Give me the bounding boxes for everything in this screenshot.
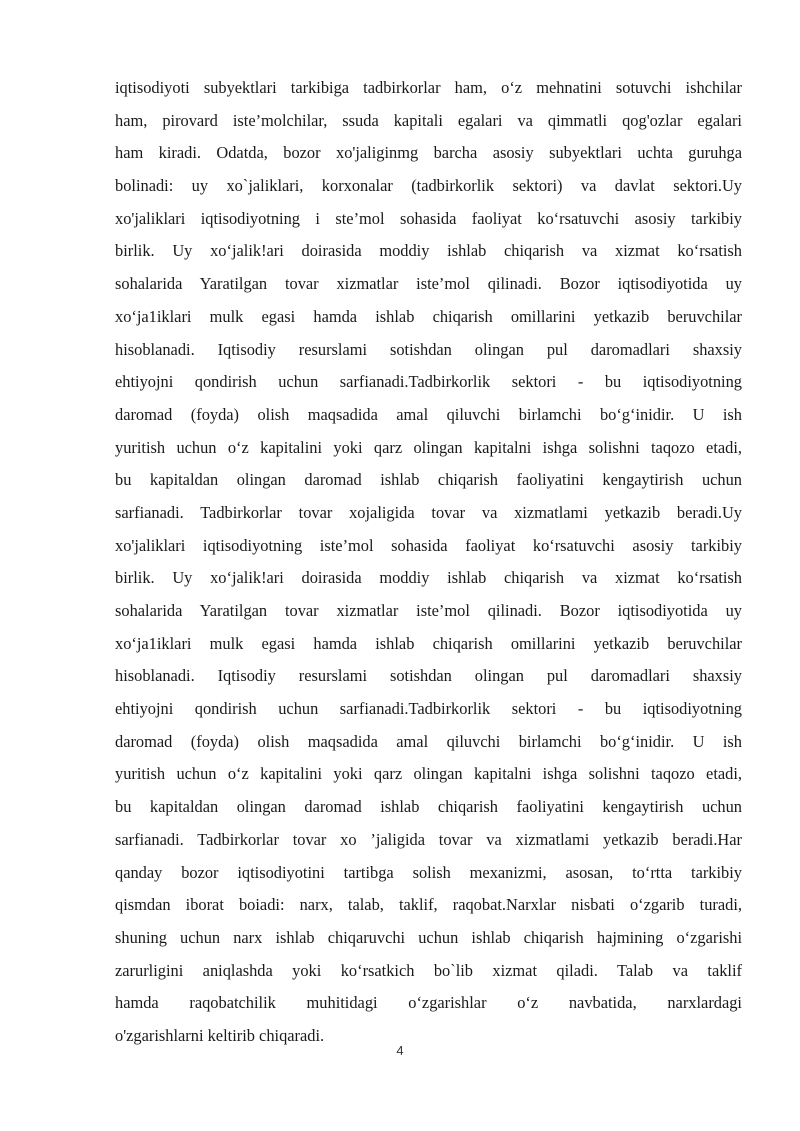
text-line: daromad (foyda) olish maqsadida amal qiluvchi birlamchi bo‘g‘inidir. U ish [115,731,742,751]
text-line: bolinadi: uy xo`jaliklari, korxonalar (tadbirkorlik sektori) va davlat sektori.Uy [115,176,742,196]
text-line: hisoblanadi. Iqtisodiy resurslami sotishdan olingan pul daromadlari shaxsiy [115,339,742,359]
page-number: 4 [396,1043,404,1058]
text-line: yuritish uchun o‘z kapitalini yoki qarz olingan kapitalni ishga solishni taqozo etadi, [115,764,742,784]
text-line: yuritish uchun o‘z kapitalini yoki qarz olingan kapitalni ishga solishni taqozo etadi, [115,437,742,457]
text-line: hamda raqobatchilik muhitidagi o‘zgarishlar o‘z navbatida, narxlardagi [115,993,742,1013]
text-line: ham, pirovard iste’molchilar, ssuda kapitali egalari va qimmatli qog'ozlar egalari [115,110,742,130]
text-line: ham kiradi. Odatda, bozor xo'jaliginmg barcha asosiy subyektlari uchta guruhga [115,143,742,163]
text-line: hisoblanadi. Iqtisodiy resurslami sotishdan olingan pul daromadlari shaxsiy [115,666,742,686]
text-line: bu kapitaldan olingan daromad ishlab chiqarish faoliyatini kengaytirish uchun [115,470,742,490]
body-text [115,72,742,1053]
text-line: xo‘ja1iklari mulk egasi hamda ishlab chiqarish omillarini yetkazib beruvchilar [115,633,742,653]
text-line: qanday bozor iqtisodiyotini tartibga solish mexanizmi, asosan, to‘rtta tarkibiy [115,862,742,882]
text-line: xo‘ja1iklari mulk egasi hamda ishlab chiqarish omillarini yetkazib beruvchilar [115,306,742,326]
text-line: sarfianadi. Tadbirkorlar tovar xo ’jaligida tovar va xizmatlami yetkazib beradi.Har [115,829,742,849]
text-line: sarfianadi. Tadbirkorlar tovar xojaligida tovar va xizmatlami yetkazib beradi.Uy [115,502,742,522]
text-line: shuning uchun narx ishlab chiqaruvchi uchun ishlab chiqarish hajmining o‘zgarishi [115,927,742,947]
text-line: birlik. Uy xo‘jalik!ari doirasida moddiy ishlab chiqarish va xizmat ko‘rsatish [115,241,742,261]
text-line: ehtiyojni qondirish uchun sarfianadi.Tadbirkorlik sektori - bu iqtisodiyotning [115,372,742,392]
text-line: sohalarida Yaratilgan tovar xizmatlar iste’mol qilinadi. Bozor iqtisodiyotida uy [115,274,742,294]
text-line: birlik. Uy xo‘jalik!ari doirasida moddiy ishlab chiqarish va xizmat ko‘rsatish [115,568,742,588]
text-line: daromad (foyda) olish maqsadida amal qiluvchi birlamchi bo‘g‘inidir. U ish [115,404,742,424]
text-line: xo'jaliklari iqtisodiyotning iste’mol sohasida faoliyat ko‘rsatuvchi asosiy tarkibiy [115,535,742,555]
text-line: o'zgarishlarni keltirib chiqaradi. [115,1025,325,1045]
text-line: bu kapitaldan olingan daromad ishlab chiqarish faoliyatini kengaytirish uchun [115,797,742,817]
text-line: sohalarida Yaratilgan tovar xizmatlar iste’mol qilinadi. Bozor iqtisodiyotida uy [115,601,742,620]
text-line: zarurligini aniqlashda yoki ko‘rsatkich bo`lib xizmat qiladi. Talab va taklif [115,960,742,980]
text-line: ehtiyojni qondirish uchun sarfianadi.Tadbirkorlik sektori - bu iqtisodiyotning [115,699,742,719]
text-line: xo'jaliklari iqtisodiyotning i ste’mol sohasida faoliyat ko‘rsatuvchi asosiy tarkibiy [115,208,742,228]
text-line: iqtisodiyoti subyektlari tarkibiga tadbirkorlar ham, o‘z mehnatini sotuvchi ishchilar [115,78,742,97]
text-line: qismdan iborat boiadi: narx, talab, taklif, raqobat.Narxlar nisbati o‘zgarib turadi, [115,895,742,915]
